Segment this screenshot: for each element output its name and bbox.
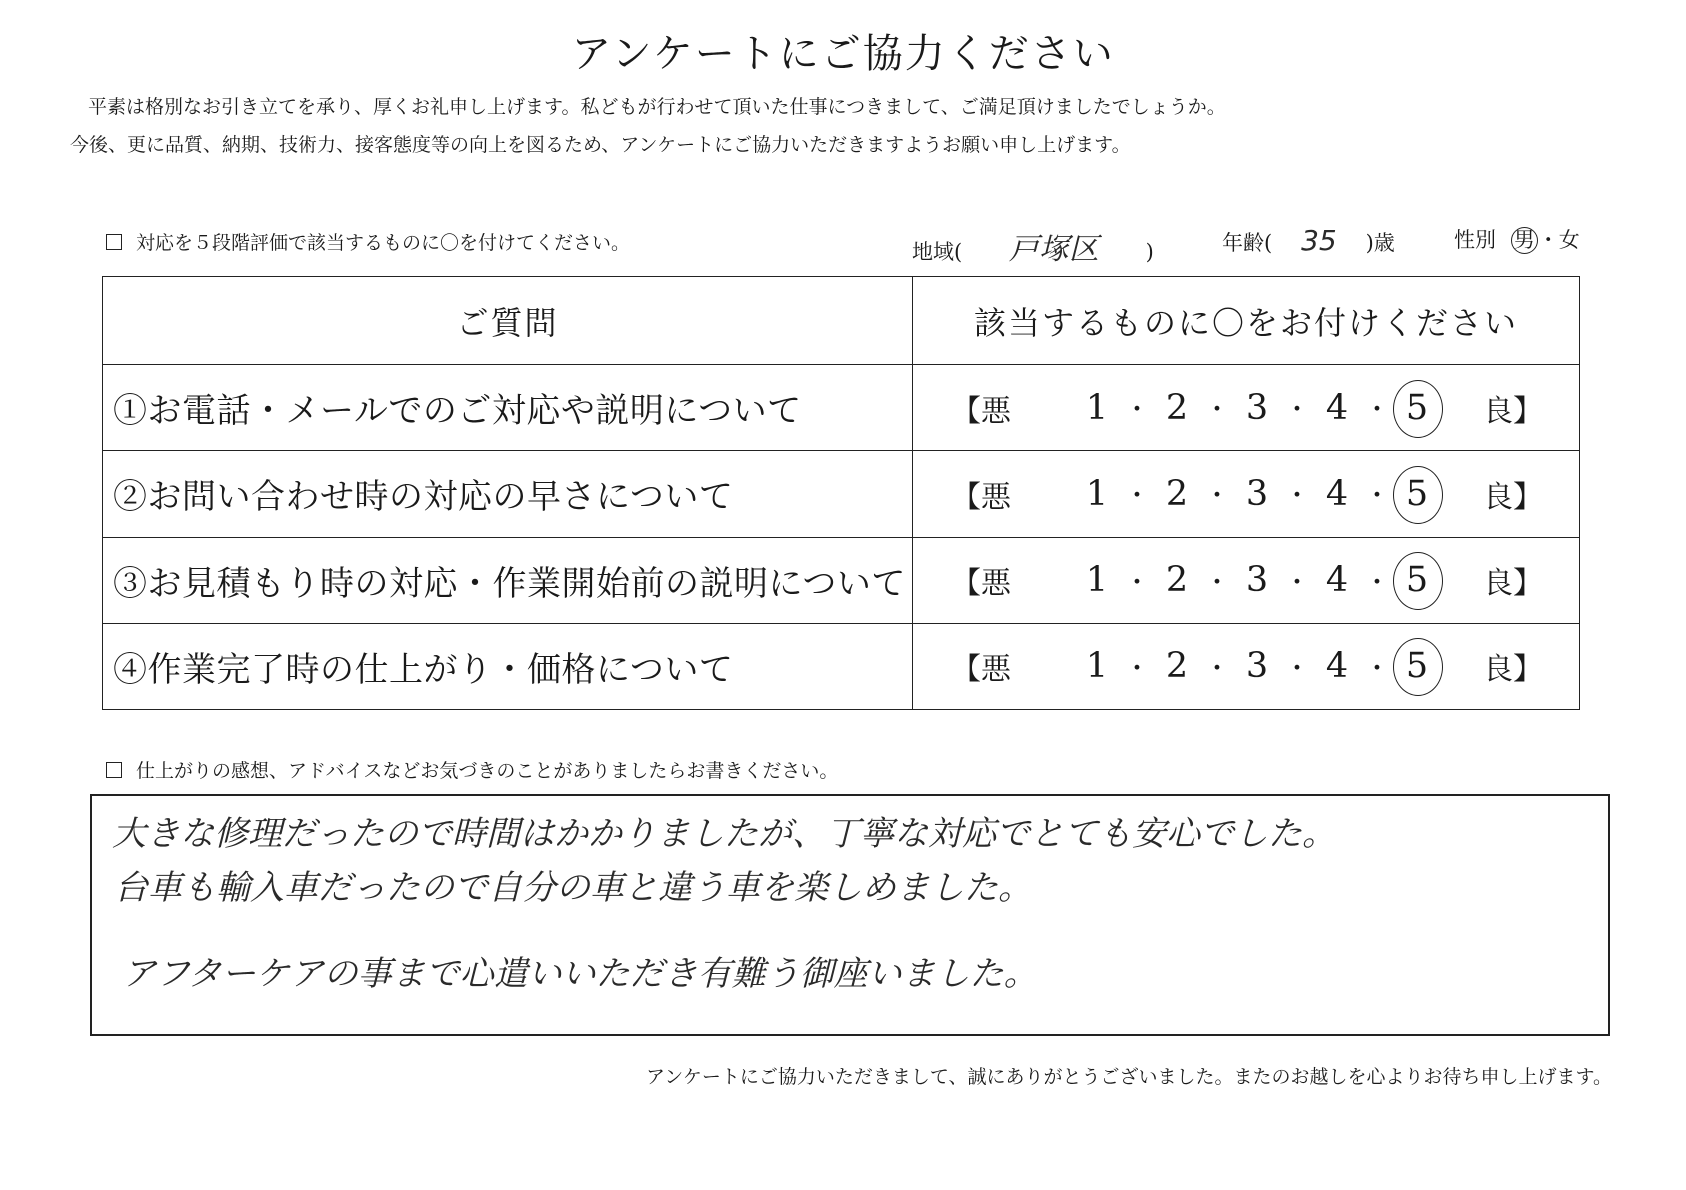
- intro-line-1: 平素は格別なお引き立てを承り、厚くお礼申し上げます。私どもが行わせて頂いた仕事につきまして、ご満足頂けましたでしょうか。: [88, 96, 1226, 118]
- rating-separator: ・: [1203, 481, 1230, 512]
- selection-circle: [1393, 380, 1443, 438]
- rating-separator: ・: [1363, 653, 1390, 684]
- selection-circle: [1393, 466, 1443, 524]
- rating-option: 3: [1245, 387, 1269, 428]
- survey-table: [102, 276, 1580, 710]
- rating-option: 1: [1085, 387, 1109, 428]
- rating-option: 3: [1245, 646, 1269, 687]
- rating-separator: ・: [1363, 481, 1390, 512]
- good-label: 良】: [1483, 566, 1543, 602]
- comment-instruction: 仕上がりの感想、アドバイスなどお気づきのことがありましたらお書きください。: [136, 760, 839, 782]
- comment-line-2: 台車も輸入車だったので自分の車と違う車を楽しめました。: [114, 868, 1032, 908]
- header-answer: 該当するものに〇をお付けください: [913, 277, 1580, 365]
- good-label: 良】: [1483, 479, 1543, 515]
- intro-line-2: 今後、更に品質、納期、技術力、接客態度等の向上を図るため、アンケートにご協力いただきますようお願い申し上げます。: [70, 134, 1131, 156]
- age-value: 35: [1301, 224, 1337, 257]
- table-row: [103, 451, 1580, 537]
- age-label: 年齢(: [1222, 231, 1273, 255]
- checkbox-icon: [106, 234, 122, 250]
- age-close: )歳: [1365, 231, 1395, 255]
- rating-separator: ・: [1203, 567, 1230, 598]
- rating-option: 2: [1165, 473, 1189, 514]
- rating-separator: ・: [1283, 567, 1310, 598]
- rating-scale: [1079, 388, 1435, 428]
- rating-separator: ・: [1283, 395, 1310, 426]
- footer-thanks: アンケートにご協力いただきまして、誠にありがとうございました。またのお越しを心よりお待ち申し上げます。: [646, 1066, 1612, 1088]
- rating-scale: [1079, 646, 1435, 686]
- rating-separator: ・: [1123, 653, 1150, 684]
- rating-separator: ・: [1203, 653, 1230, 684]
- rating-option-selected: 5: [1399, 388, 1435, 428]
- rating-cell: [913, 623, 1580, 709]
- good-label: 良】: [1483, 652, 1543, 688]
- region-value: 戸塚区: [1008, 232, 1099, 267]
- rating-instruction-row: [106, 228, 630, 255]
- rating-separator: ・: [1283, 653, 1310, 684]
- rating-option-selected: 5: [1399, 560, 1435, 600]
- rating-option: 2: [1165, 646, 1189, 687]
- region-label: 地域(: [912, 240, 963, 264]
- page-title: アンケートにご協力ください: [571, 31, 1115, 77]
- rating-cell: [913, 451, 1580, 537]
- region-field: [912, 224, 1154, 268]
- rating-cell: [913, 365, 1580, 451]
- comment-line-1: 大きな修理だったので時間はかかりましたが、丁寧な対応でとても安心でした。: [112, 814, 1336, 854]
- region-close: ): [1145, 240, 1154, 264]
- rating-option-selected: 5: [1399, 474, 1435, 514]
- rating-option: 4: [1325, 473, 1349, 514]
- rating-option: 4: [1325, 387, 1349, 428]
- header-question: ご質問: [103, 277, 913, 365]
- question-text: ④作業完了時の仕上がり・価格について: [103, 623, 913, 709]
- rating-separator: ・: [1363, 395, 1390, 426]
- comment-instruction-row: [106, 756, 838, 783]
- rating-separator: ・: [1363, 567, 1390, 598]
- gender-field: [1454, 224, 1580, 254]
- table-row: [103, 623, 1580, 709]
- rating-option: 1: [1085, 473, 1109, 514]
- table-row: [103, 365, 1580, 451]
- rating-option: 4: [1325, 560, 1349, 601]
- comment-line-3: アフターケアの事まで心遣いいただき有難う御座いました。: [122, 954, 1038, 994]
- bad-label: 【悪: [951, 479, 1011, 515]
- rating-option: 4: [1325, 646, 1349, 687]
- rating-option: 2: [1165, 387, 1189, 428]
- rating-separator: ・: [1283, 481, 1310, 512]
- gender-separator: ・: [1537, 228, 1559, 252]
- rating-option: 3: [1245, 560, 1269, 601]
- bad-label: 【悪: [951, 652, 1011, 688]
- comment-box: [90, 794, 1610, 1036]
- rating-separator: ・: [1123, 395, 1150, 426]
- table-row: [103, 537, 1580, 623]
- rating-option: 1: [1085, 646, 1109, 687]
- rating-scale: [1079, 474, 1435, 514]
- table-header-row: [103, 277, 1580, 365]
- gender-male-circled: 男: [1511, 227, 1538, 254]
- gender-label: 性別: [1454, 228, 1496, 252]
- question-text: ②お問い合わせ時の対応の早さについて: [103, 451, 913, 537]
- rating-option-selected: 5: [1399, 646, 1435, 686]
- rating-separator: ・: [1123, 481, 1150, 512]
- gender-female: 女: [1558, 228, 1580, 252]
- selection-circle: [1393, 638, 1443, 696]
- rating-option: 3: [1245, 473, 1269, 514]
- bad-label: 【悪: [951, 393, 1011, 429]
- age-field: [1222, 224, 1395, 257]
- rating-instruction: 対応を５段階評価で該当するものに〇を付けてください。: [136, 232, 631, 254]
- question-text: ①お電話・メールでのご対応や説明について: [103, 365, 913, 451]
- rating-cell: [913, 537, 1580, 623]
- rating-separator: ・: [1123, 567, 1150, 598]
- rating-option: 2: [1165, 560, 1189, 601]
- question-text: ③お見積もり時の対応・作業開始前の説明について: [103, 537, 913, 623]
- bad-label: 【悪: [951, 566, 1011, 602]
- rating-scale: [1079, 560, 1435, 600]
- checkbox-icon: [106, 762, 122, 778]
- good-label: 良】: [1483, 393, 1543, 429]
- rating-option: 1: [1085, 560, 1109, 601]
- selection-circle: [1393, 552, 1443, 610]
- rating-separator: ・: [1203, 395, 1230, 426]
